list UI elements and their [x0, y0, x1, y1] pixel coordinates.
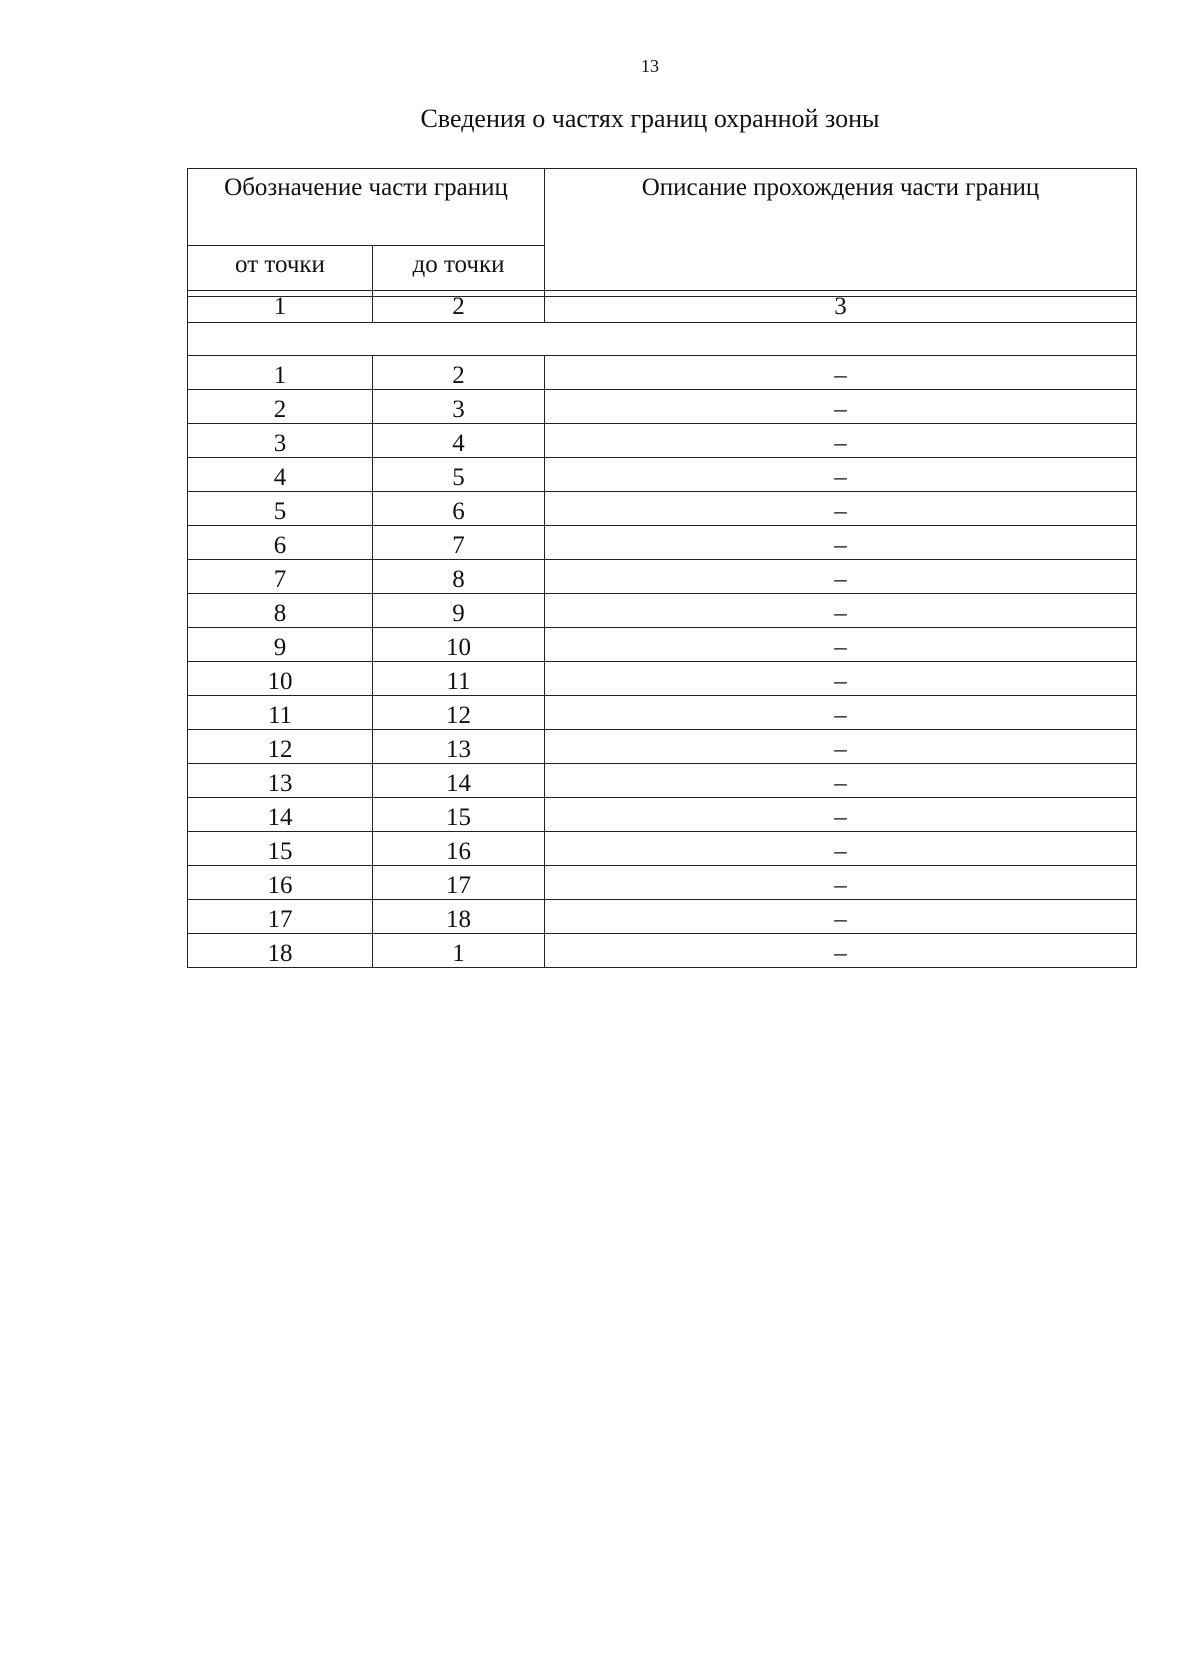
column-number: 2 — [373, 291, 545, 323]
description-cell: – — [545, 866, 1137, 900]
page-number: 13 — [641, 56, 659, 76]
to-point-cell: 9 — [373, 594, 545, 628]
to-point-cell: 12 — [373, 696, 545, 730]
header-to-point: до точки — [373, 246, 545, 297]
description-cell: – — [545, 526, 1137, 560]
description-cell: – — [545, 356, 1137, 390]
description-cell: – — [545, 900, 1137, 934]
description-cell: – — [545, 798, 1137, 832]
to-point-cell: 13 — [373, 730, 545, 764]
to-point-cell: 10 — [373, 628, 545, 662]
column-number-row — [188, 291, 1137, 323]
table-row — [188, 628, 1137, 662]
description-cell: – — [545, 764, 1137, 798]
to-point-cell: 5 — [373, 458, 545, 492]
table-row — [188, 526, 1137, 560]
from-point-cell: 8 — [188, 594, 373, 628]
table-row — [188, 390, 1137, 424]
to-point-cell: 15 — [373, 798, 545, 832]
from-point-cell: 3 — [188, 424, 373, 458]
column-number: 3 — [545, 291, 1137, 323]
header-designation: Обозначение части границ — [188, 169, 545, 246]
from-point-cell: 14 — [188, 798, 373, 832]
table-row — [188, 492, 1137, 526]
to-point-cell: 2 — [373, 356, 545, 390]
to-point-cell: 4 — [373, 424, 545, 458]
header-description: Описание прохождения части границ — [545, 169, 1137, 297]
description-cell: – — [545, 662, 1137, 696]
from-point-cell: 2 — [188, 390, 373, 424]
to-point-cell: 16 — [373, 832, 545, 866]
blank-row — [188, 323, 1137, 356]
from-point-cell: 4 — [188, 458, 373, 492]
table-row — [188, 900, 1137, 934]
table-row — [188, 696, 1137, 730]
to-point-cell: 7 — [373, 526, 545, 560]
from-point-cell: 17 — [188, 900, 373, 934]
from-point-cell: 7 — [188, 560, 373, 594]
from-point-cell: 15 — [188, 832, 373, 866]
description-cell: – — [545, 594, 1137, 628]
to-point-cell: 1 — [373, 934, 545, 968]
to-point-cell: 3 — [373, 390, 545, 424]
description-cell: – — [545, 832, 1137, 866]
from-point-cell: 13 — [188, 764, 373, 798]
description-cell: – — [545, 934, 1137, 968]
from-point-cell: 11 — [188, 696, 373, 730]
table-row — [188, 798, 1137, 832]
to-point-cell: 17 — [373, 866, 545, 900]
to-point-cell: 18 — [373, 900, 545, 934]
table-row — [188, 730, 1137, 764]
table-row — [188, 764, 1137, 798]
table-row — [188, 594, 1137, 628]
to-point-cell: 6 — [373, 492, 545, 526]
table-header — [187, 168, 1137, 297]
from-point-cell: 5 — [188, 492, 373, 526]
table-row — [188, 662, 1137, 696]
from-point-cell: 9 — [188, 628, 373, 662]
description-cell: – — [545, 628, 1137, 662]
table-row — [188, 560, 1137, 594]
from-point-cell: 16 — [188, 866, 373, 900]
to-point-cell: 11 — [373, 662, 545, 696]
from-point-cell: 10 — [188, 662, 373, 696]
to-point-cell: 8 — [373, 560, 545, 594]
table-row — [188, 356, 1137, 390]
description-cell: – — [545, 424, 1137, 458]
from-point-cell: 18 — [188, 934, 373, 968]
description-cell: – — [545, 390, 1137, 424]
table-row — [188, 458, 1137, 492]
blank-cell — [188, 323, 1137, 356]
table-row — [188, 832, 1137, 866]
from-point-cell: 6 — [188, 526, 373, 560]
to-point-cell: 14 — [373, 764, 545, 798]
description-cell: – — [545, 730, 1137, 764]
page-title: Сведения о частях границ охранной зоны — [420, 104, 880, 133]
description-cell: – — [545, 560, 1137, 594]
table-row — [188, 934, 1137, 968]
from-point-cell: 12 — [188, 730, 373, 764]
description-cell: – — [545, 492, 1137, 526]
description-cell: – — [545, 458, 1137, 492]
table-row — [188, 424, 1137, 458]
boundary-table — [187, 290, 1137, 968]
column-number: 1 — [188, 291, 373, 323]
table-row — [188, 866, 1137, 900]
from-point-cell: 1 — [188, 356, 373, 390]
description-cell: – — [545, 696, 1137, 730]
header-from-point: от точки — [188, 246, 373, 297]
